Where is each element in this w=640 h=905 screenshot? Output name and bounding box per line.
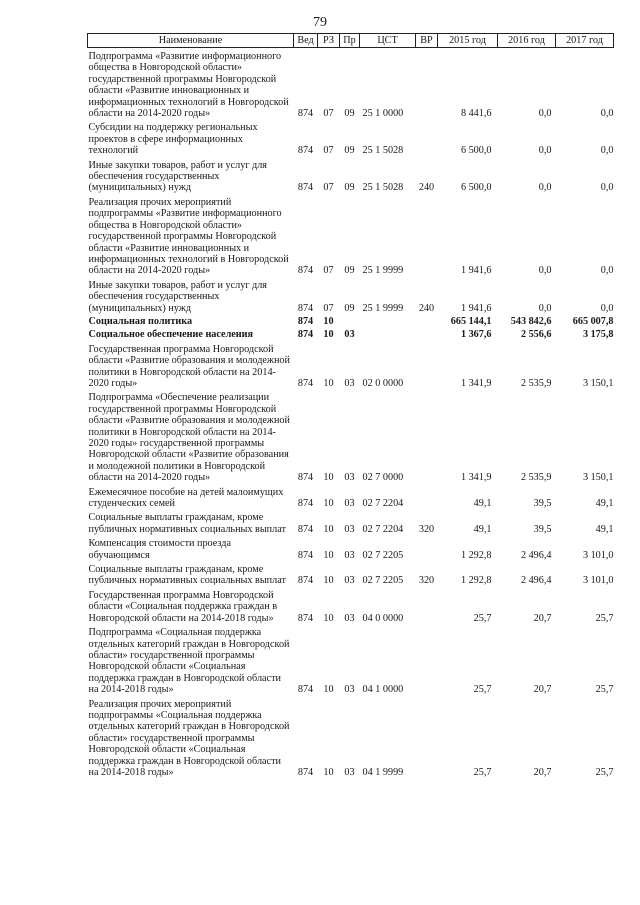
cell-name: Социальное обеспечение населения	[88, 329, 254, 341]
cell-2017: 3 150,1	[582, 377, 614, 389]
cell-rz: 10	[323, 684, 334, 696]
cell-vr: 240	[418, 302, 435, 314]
cell-2017: 0,0	[600, 302, 614, 314]
header-ved: Вед	[294, 34, 318, 48]
cell-cst	[360, 327, 416, 340]
cell-name: Социальные выплаты гражданам, кроме публичных нормативных социальных выплат	[88, 512, 286, 535]
cell-name: Подпрограмма «Обеспечение реализации государственной программы Новгородской области «Развитие образования и молодежной политики в Новгородской области на 2014-2020 годы» государственной программы Новгородской области «Развитие образования и молодежной политики в Новгородской области на 2014-2020 годы»	[88, 392, 290, 484]
cell-vr	[416, 341, 438, 390]
table-row	[88, 561, 614, 587]
table-row	[88, 696, 614, 779]
header-rz: РЗ	[318, 34, 340, 48]
cell-vr: 320	[418, 575, 435, 587]
cell-ved: 874	[297, 684, 314, 696]
cell-ved: 874	[297, 766, 314, 778]
cell-cst: 02 7 2205	[362, 549, 404, 561]
table-row	[88, 48, 614, 120]
cell-2017: 3 101,0	[582, 575, 614, 587]
cell-rz: 10	[323, 329, 334, 341]
cell-name: Подпрограмма «Социальная поддержка отдельных категорий граждан в Новгородской области» государственной программы Новгородской области «Социальная поддержка граждан в Новгородской области на 2014-2018 годы»	[88, 627, 290, 696]
cell-ved: 874	[297, 315, 314, 327]
cell-ved: 874	[297, 549, 314, 561]
cell-vr	[416, 484, 438, 510]
cell-2015: 1 941,6	[460, 302, 492, 314]
cell-pr: 03	[344, 575, 355, 587]
cell-2015: 25,7	[473, 612, 492, 624]
cell-vr	[416, 48, 438, 120]
cell-2016: 20,7	[533, 766, 552, 778]
cell-2015: 25,7	[473, 684, 492, 696]
cell-cst: 25 1 5028	[362, 182, 404, 194]
cell-cst: 02 7 2204	[362, 498, 404, 510]
cell-vr: 240	[418, 182, 435, 194]
cell-rz: 10	[323, 472, 334, 484]
cell-2015: 1 941,6	[460, 265, 492, 277]
cell-2017: 0,0	[600, 265, 614, 277]
cell-pr: 03	[344, 498, 355, 510]
cell-2016: 39,5	[533, 523, 552, 535]
cell-name: Иные закупки товаров, работ и услуг для обеспечения государственных (муниципальных) нужд	[88, 279, 267, 314]
cell-pr	[340, 314, 360, 327]
table-row	[88, 119, 614, 156]
cell-ved: 874	[297, 265, 314, 277]
cell-2016: 0,0	[538, 108, 552, 120]
cell-name: Подпрограмма «Развитие информационного общества в Новгородской области» государственной программы Новгородской области «Развитие инновационных и информационных технологий в Новгородской области на 2014-2020 годы»	[88, 51, 289, 120]
cell-pr: 03	[344, 329, 355, 341]
cell-2017: 3 150,1	[582, 472, 614, 484]
cell-2017: 25,7	[595, 684, 614, 696]
cell-vr	[416, 535, 438, 561]
header-pr: Пр	[340, 34, 360, 48]
budget-table	[87, 33, 614, 778]
cell-2015: 1 367,6	[460, 329, 492, 341]
cell-pr: 09	[344, 182, 355, 194]
cell-ved: 874	[297, 329, 314, 341]
cell-cst: 25 1 0000	[362, 108, 404, 120]
cell-rz: 10	[323, 549, 334, 561]
cell-2017: 0,0	[600, 145, 614, 157]
cell-2016: 0,0	[538, 302, 552, 314]
cell-2017: 0,0	[600, 182, 614, 194]
cell-2015: 25,7	[473, 766, 492, 778]
cell-vr	[416, 327, 438, 340]
table-row	[88, 509, 614, 535]
cell-2016: 0,0	[538, 265, 552, 277]
header-2016: 2016 год	[498, 34, 556, 48]
cell-vr	[416, 696, 438, 779]
cell-ved: 874	[297, 108, 314, 120]
cell-rz: 07	[323, 302, 334, 314]
table-row	[88, 194, 614, 277]
cell-2017: 25,7	[595, 766, 614, 778]
cell-2016: 2 556,6	[520, 329, 552, 341]
cell-cst: 02 7 0000	[362, 472, 404, 484]
cell-2015: 6 500,0	[460, 182, 492, 194]
cell-2015: 665 144,1	[450, 315, 492, 327]
cell-2015: 1 292,8	[460, 575, 492, 587]
cell-name: Компенсация стоимости проезда обучающимся	[88, 538, 231, 561]
cell-2017: 665 007,8	[572, 315, 614, 327]
cell-2015: 8 441,6	[460, 108, 492, 120]
cell-name: Реализация прочих мероприятий подпрограммы «Социальная поддержка отдельных категорий граждан в Новгородской области» государственной программы Новгородской области «Социальная поддержка граждан в Новгородской области на 2014-2018 годы»	[88, 698, 290, 778]
cell-2016: 39,5	[533, 498, 552, 510]
cell-ved: 874	[297, 302, 314, 314]
cell-2015: 1 292,8	[460, 549, 492, 561]
table-row	[88, 587, 614, 624]
cell-ved: 874	[297, 377, 314, 389]
cell-cst: 04 1 0000	[362, 684, 404, 696]
table-body	[88, 48, 614, 779]
table-row	[88, 535, 614, 561]
cell-2016: 0,0	[538, 182, 552, 194]
cell-pr: 03	[344, 612, 355, 624]
cell-pr: 03	[344, 549, 355, 561]
page-number: 79	[313, 15, 327, 30]
cell-2016: 20,7	[533, 612, 552, 624]
cell-pr: 03	[344, 472, 355, 484]
cell-name: Государственная программа Новгородской области «Развитие образования и молодежной политики в Новгородской области на 2014-2020 годы»	[88, 343, 290, 389]
cell-2017: 49,1	[595, 523, 614, 535]
table-row	[88, 277, 614, 314]
table-row	[88, 484, 614, 510]
cell-2016: 0,0	[538, 145, 552, 157]
cell-pr: 03	[344, 684, 355, 696]
cell-name: Иные закупки товаров, работ и услуг для обеспечения государственных (муниципальных) нужд	[88, 159, 267, 194]
cell-cst: 04 0 0000	[362, 612, 404, 624]
cell-2017: 49,1	[595, 498, 614, 510]
header-2017: 2017 год	[556, 34, 614, 48]
cell-pr: 09	[344, 265, 355, 277]
cell-vr	[416, 314, 438, 327]
cell-2015: 1 341,9	[460, 472, 492, 484]
cell-2017: 0,0	[600, 108, 614, 120]
cell-rz: 07	[323, 108, 334, 120]
cell-rz: 07	[323, 182, 334, 194]
cell-2016: 20,7	[533, 684, 552, 696]
cell-rz: 07	[323, 265, 334, 277]
cell-2016: 2 496,4	[520, 575, 552, 587]
cell-name: Социальная политика	[88, 315, 193, 327]
cell-ved: 874	[297, 145, 314, 157]
cell-cst: 02 0 0000	[362, 377, 404, 389]
cell-2015: 6 500,0	[460, 145, 492, 157]
cell-cst: 25 1 9999	[362, 302, 404, 314]
cell-rz: 10	[323, 498, 334, 510]
cell-name: Государственная программа Новгородской области «Социальная поддержка граждан в Новгородской области на 2014-2018 годы»	[88, 589, 278, 624]
cell-vr	[416, 587, 438, 624]
cell-name: Субсидии на поддержку региональных проектов в сфере информационных технологий	[88, 122, 258, 157]
cell-cst: 02 7 2205	[362, 575, 404, 587]
cell-cst	[360, 314, 416, 327]
cell-rz: 10	[323, 315, 334, 327]
cell-pr: 09	[344, 302, 355, 314]
cell-rz: 10	[323, 575, 334, 587]
cell-2015: 49,1	[473, 498, 492, 510]
cell-2015: 49,1	[473, 523, 492, 535]
cell-ved: 874	[297, 523, 314, 535]
cell-pr: 03	[344, 523, 355, 535]
table-header-row	[88, 34, 614, 48]
table-row	[88, 314, 614, 327]
cell-2015: 1 341,9	[460, 377, 492, 389]
cell-2016: 2 535,9	[520, 377, 552, 389]
cell-rz: 10	[323, 612, 334, 624]
cell-ved: 874	[297, 498, 314, 510]
cell-rz: 10	[323, 523, 334, 535]
cell-rz: 10	[323, 377, 334, 389]
cell-vr	[416, 389, 438, 483]
cell-2016: 543 842,6	[510, 315, 552, 327]
cell-cst: 02 7 2204	[362, 523, 404, 535]
cell-2016: 2 496,4	[520, 549, 552, 561]
cell-2017: 3 101,0	[582, 549, 614, 561]
cell-ved: 874	[297, 182, 314, 194]
cell-ved: 874	[297, 612, 314, 624]
cell-name: Реализация прочих мероприятий подпрограммы «Развитие информационного общества в Новгородской области» государственной программы Новгородской области «Развитие инновационных и информационных технологий в Новгородской области на 2014-2020 годы»	[88, 196, 289, 277]
cell-pr: 09	[344, 108, 355, 120]
cell-vr: 320	[418, 523, 435, 535]
table-row	[88, 327, 614, 340]
table-row	[88, 341, 614, 390]
cell-vr	[416, 624, 438, 695]
cell-pr: 03	[344, 766, 355, 778]
table-row	[88, 624, 614, 695]
cell-2017: 25,7	[595, 612, 614, 624]
cell-rz: 07	[323, 145, 334, 157]
cell-ved: 874	[297, 575, 314, 587]
header-cst: ЦСТ	[360, 34, 416, 48]
cell-2016: 2 535,9	[520, 472, 552, 484]
cell-name: Ежемесячное пособие на детей малоимущих студенческих семей	[88, 486, 284, 510]
cell-vr	[416, 194, 438, 277]
cell-vr	[416, 119, 438, 156]
cell-pr: 09	[344, 145, 355, 157]
header-2015: 2015 год	[438, 34, 498, 48]
cell-cst: 25 1 5028	[362, 145, 404, 157]
cell-2017: 3 175,8	[582, 329, 614, 341]
header-vr: ВР	[416, 34, 438, 48]
cell-cst: 25 1 9999	[362, 265, 404, 277]
cell-name: Социальные выплаты гражданам, кроме публичных нормативных социальных выплат	[88, 564, 286, 587]
table-row	[88, 157, 614, 194]
cell-rz: 10	[323, 766, 334, 778]
table-row	[88, 389, 614, 483]
cell-ved: 874	[297, 472, 314, 484]
cell-pr: 03	[344, 377, 355, 389]
header-name: Наименование	[88, 34, 294, 48]
cell-cst: 04 1 9999	[362, 766, 404, 778]
